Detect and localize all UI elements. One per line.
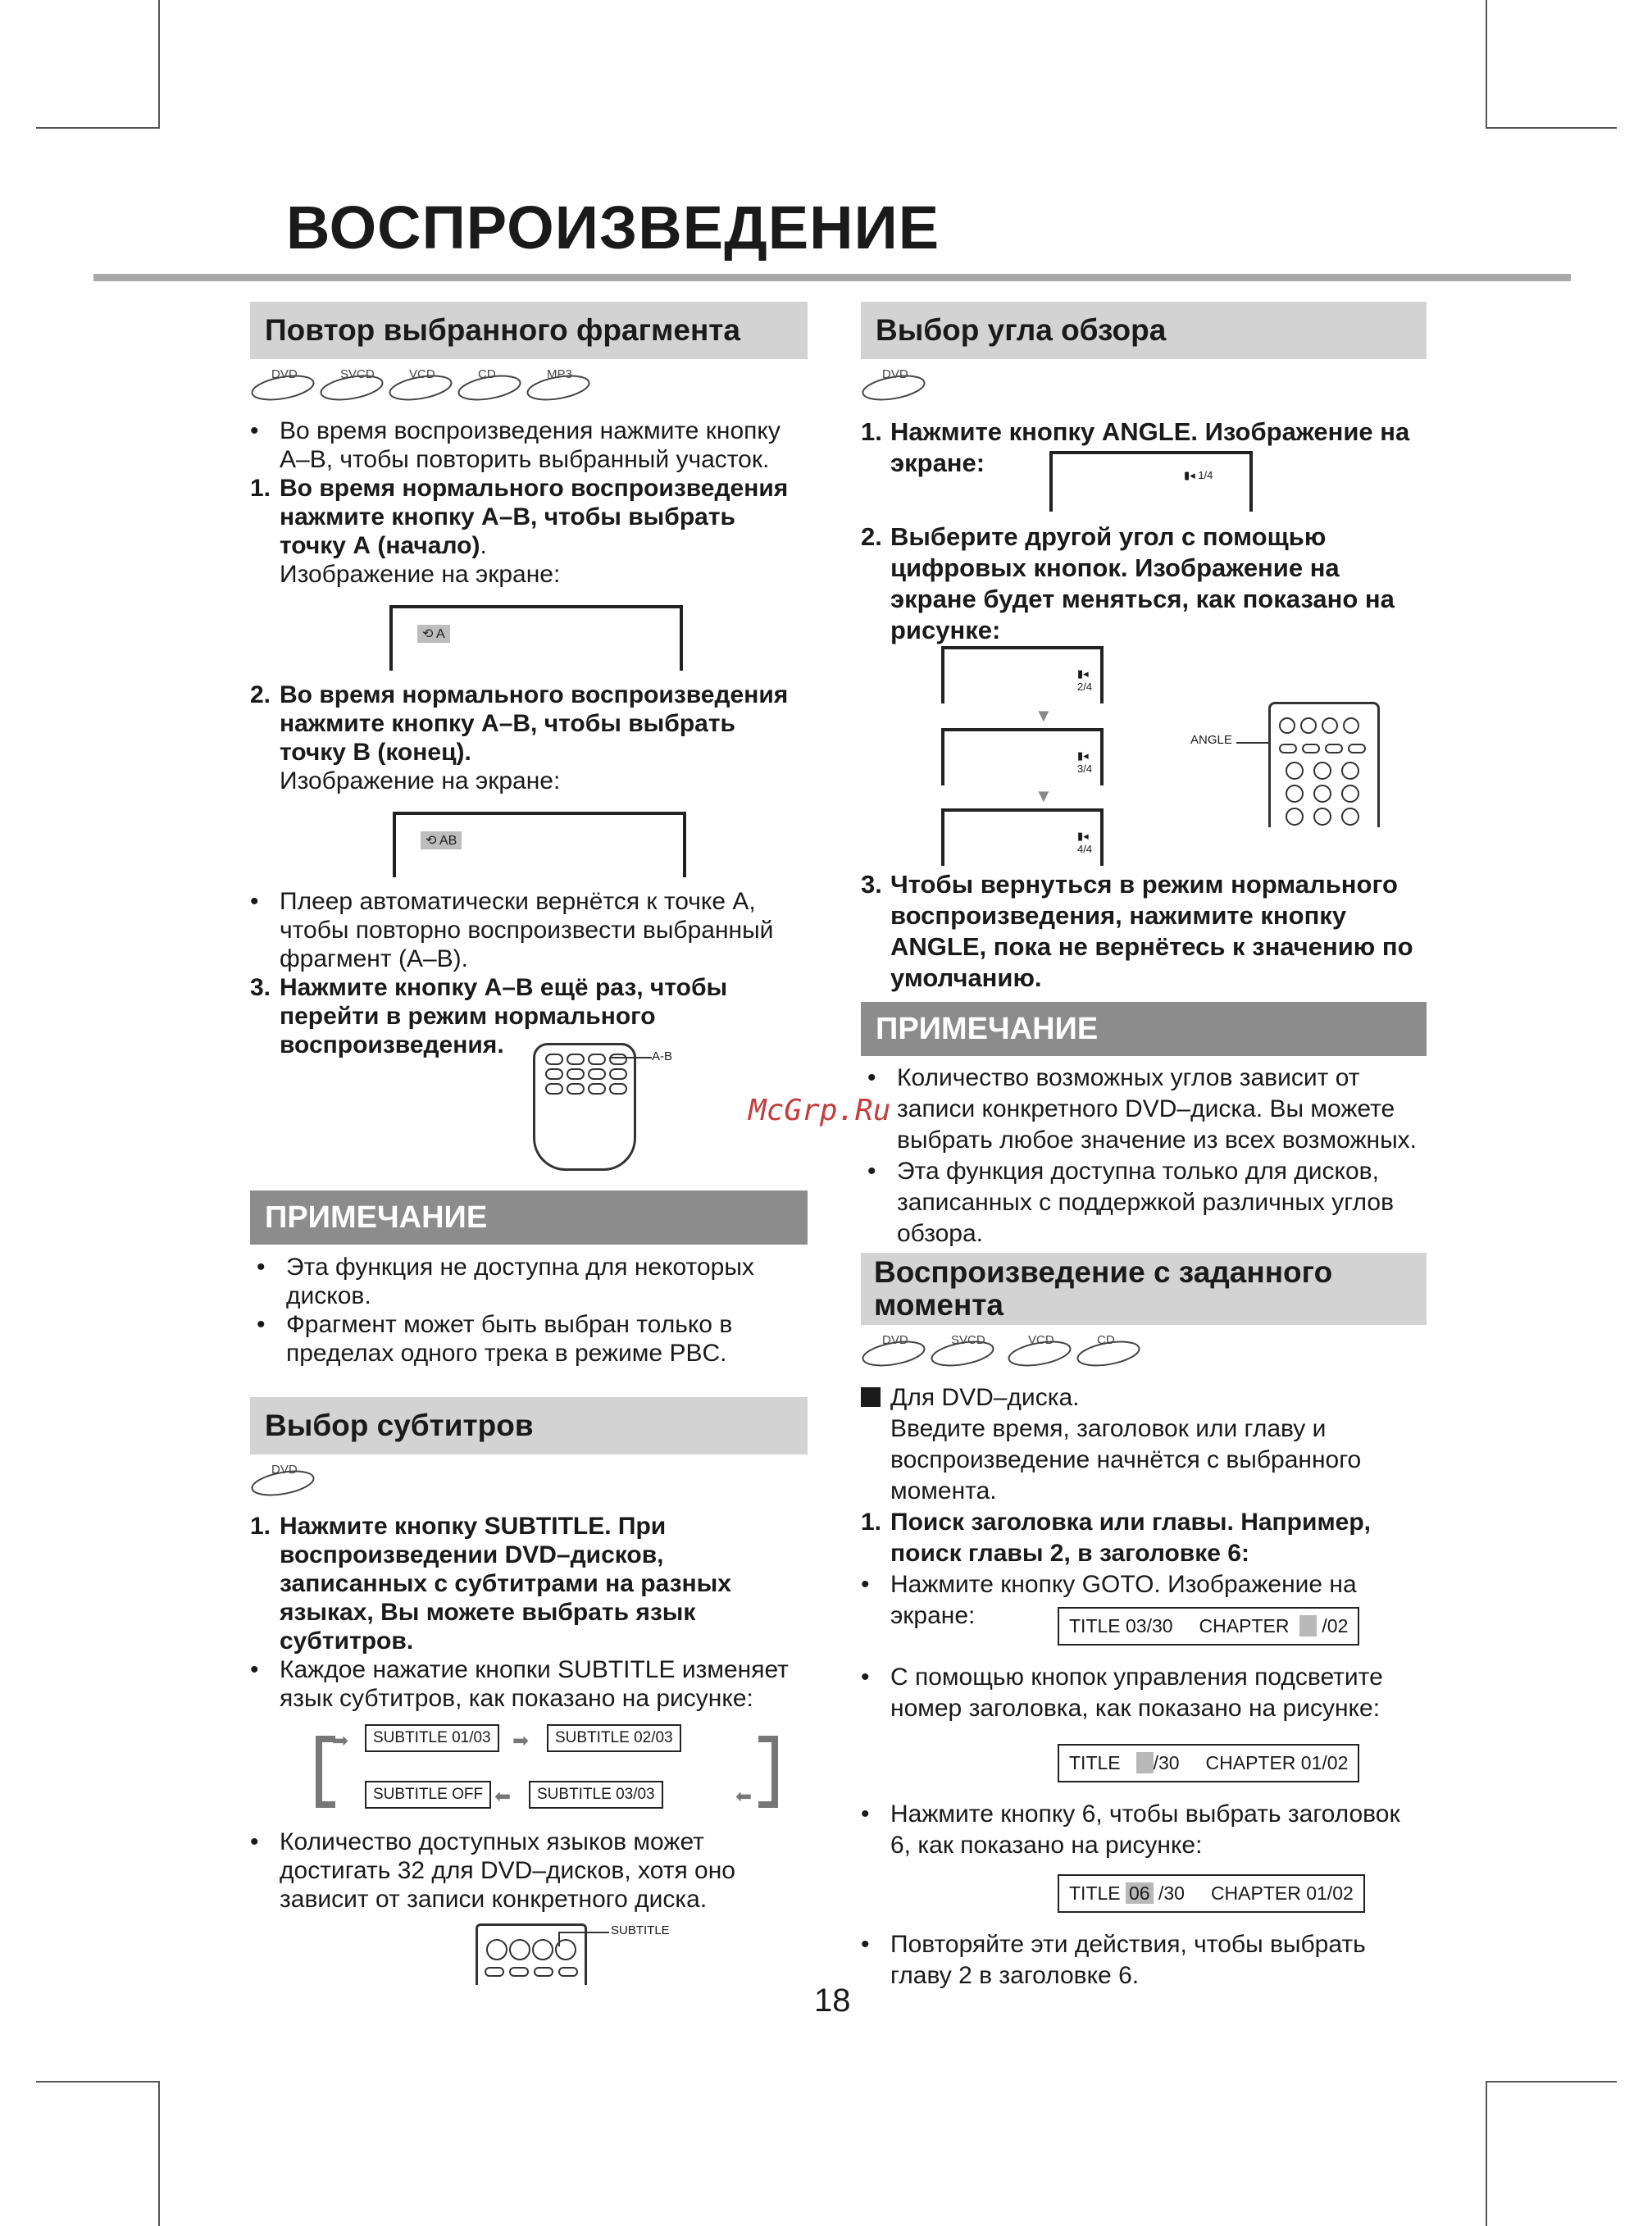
camera-icon: ▮◂ bbox=[1184, 469, 1195, 481]
disc-icon: CD bbox=[1076, 1333, 1141, 1366]
repeat-icon: ⟲ bbox=[426, 834, 437, 848]
page-title: ВОСПРОИЗВЕДЕНИЕ bbox=[286, 193, 940, 262]
crop-mark bbox=[1486, 0, 1487, 129]
arrow-left-icon: ⬅ bbox=[494, 1786, 512, 1808]
crop-mark bbox=[1486, 127, 1617, 129]
bullet-item: • Плеер автоматически вернётся к точке А, чтобы повторно воспроизвести выбранный фрагмент (А–В). bbox=[250, 888, 774, 972]
disc-type-icons bbox=[250, 362, 808, 412]
step-item: 3. Чтобы вернуться в режим нормального воспроизведения, нажимите кнопку ANGLE, пока не вернётесь к значению по умолчанию. bbox=[861, 870, 1413, 992]
remote-label-ab: A-B bbox=[652, 1049, 673, 1063]
cycle-bracket-right bbox=[758, 1736, 778, 1808]
disc-icon: SVCD bbox=[319, 367, 385, 400]
step-item: 3. Нажмите кнопку А–В ещё раз, чтобы перейти в режим нормального воспроизведения. bbox=[250, 974, 728, 1058]
step-item: 2. Выберите другой угол с помощью цифровых кнопок. Изображение на экране будет меняться, как показано на рисунке: bbox=[861, 522, 1395, 644]
note-list bbox=[250, 1245, 808, 1368]
right-column bbox=[861, 302, 1427, 1992]
osd-screen-ab bbox=[393, 812, 686, 877]
arrow-down-icon: ▼ bbox=[1035, 785, 1053, 806]
disc-icon: DVD bbox=[250, 367, 316, 400]
page-number: 18 bbox=[814, 1982, 851, 2019]
disc-icon: VCD bbox=[1007, 1333, 1072, 1366]
disc-icon: DVD bbox=[861, 1333, 926, 1366]
bullet-item: • Повторяйте эти действия, чтобы выбрать главу 2 в заголовке 6. bbox=[861, 1931, 1366, 1989]
square-bullet-icon bbox=[861, 1387, 881, 1407]
remote-figure-subtitle bbox=[250, 1914, 808, 1987]
goto-info-bar: TITLE 06 /30 CHAPTER 01/02 bbox=[1058, 1874, 1365, 1913]
arrow-right-icon: ➡ bbox=[512, 1730, 530, 1752]
bullet-item: • Нажмите кнопку 6, чтобы выбрать заголовок 6, как показано на рисунке: bbox=[861, 1800, 1400, 1859]
bullet-item: • Во время воспроизведения нажмите кнопку А–В, чтобы повторить выбранный участок. bbox=[250, 417, 780, 473]
angle-sequence-figure bbox=[861, 646, 1427, 869]
subtitle-state: SUBTITLE 02/03 bbox=[547, 1724, 681, 1752]
section-heading-goto: Воспроизведение с заданного момента bbox=[861, 1253, 1427, 1325]
disc-icon: SVCD bbox=[930, 1333, 995, 1366]
section-heading-ab-repeat: Повтор выбранного фрагмента bbox=[250, 302, 808, 359]
subtitle-state: SUBTITLE OFF bbox=[365, 1781, 491, 1809]
arrow-left-icon: ⬅ bbox=[735, 1786, 753, 1808]
arrow-right-icon: ➡ bbox=[332, 1730, 349, 1752]
highlight-field bbox=[1136, 1752, 1154, 1773]
section-heading-angle: Выбор угла обзора bbox=[861, 302, 1427, 359]
dvd-note: Для DVD–диска. Введите время, заголовок или главу и воспроизведение начнётся с выбранного момента. bbox=[861, 1382, 1427, 1507]
remote-control-icon bbox=[533, 1043, 636, 1171]
disc-icon: CD bbox=[457, 367, 522, 400]
remote-figure-ab bbox=[250, 1049, 808, 1166]
crop-mark bbox=[36, 127, 159, 129]
angle-osd: ▮◂ 4/4 bbox=[1077, 830, 1093, 855]
step-item: 1. Во время нормального воспроизведения нажмите кнопку А–В, чтобы выбрать точку А (начало). Изображение на экране: bbox=[250, 475, 789, 588]
camera-icon: ▮◂ bbox=[1077, 667, 1089, 680]
disc-icon: VCD bbox=[388, 367, 453, 400]
crop-mark bbox=[158, 0, 160, 129]
bullet-item: • Нажмите кнопку GOTO. Изображение на экране: bbox=[861, 1571, 1357, 1629]
step-item: 2. Во время нормального воспроизведения нажмите кнопку А–В, чтобы выбрать точку В (конец). Изображение на экране: bbox=[250, 681, 789, 794]
osd-screen-angle bbox=[1049, 451, 1253, 512]
goto-bar-wrap bbox=[1058, 1744, 1427, 1782]
note-item: • Количество возможных углов зависит от записи конкретного DVD–диска. Вы можете выбрать любое значение из всех возможных. bbox=[867, 1064, 1418, 1154]
bullet-item: • Каждое нажатие кнопки SUBTITLE изменяет язык субтитров, как показано на рисунке: bbox=[250, 1656, 789, 1712]
remote-control-icon bbox=[1268, 702, 1380, 827]
title-divider bbox=[93, 274, 1571, 281]
crop-mark bbox=[158, 2081, 160, 2226]
osd-screen-angle-seq bbox=[941, 728, 1104, 785]
osd-screen-angle-seq bbox=[941, 808, 1104, 866]
section-heading-subtitles: Выбор субтитров bbox=[250, 1397, 808, 1454]
repeat-icon: ⟲ bbox=[422, 627, 434, 641]
goto-info-bar: TITLE 03/30 CHAPTER /02 bbox=[1058, 1607, 1359, 1646]
crop-mark bbox=[36, 2081, 159, 2083]
goto-bar-wrap bbox=[1058, 1874, 1427, 1913]
left-column bbox=[250, 302, 808, 1987]
highlight-field bbox=[1299, 1615, 1317, 1636]
step-item: 1. Поиск заголовка или главы. Например, поиск главы 2, в заголовке 6: bbox=[861, 1509, 1371, 1567]
crop-mark bbox=[1486, 2081, 1617, 2083]
step-item: 1. Нажмите кнопку SUBTITLE. При воспроизведении DVD–дисков, записанных с субтитрами на разных языках, Вы можете выбрать язык субтитров. bbox=[250, 1513, 731, 1655]
remote-label-angle: ANGLE bbox=[1190, 733, 1232, 747]
note-item: • Эта функция не доступна для некоторых дисков. bbox=[257, 1254, 754, 1309]
highlight-field: 06 bbox=[1126, 1882, 1154, 1904]
crop-mark bbox=[1486, 2081, 1487, 2226]
note-item: • Эта функция доступна только для дисков, записанных с поддержкой различных углов обзора. bbox=[867, 1158, 1395, 1247]
angle-osd: ▮◂ 3/4 bbox=[1077, 749, 1093, 775]
goto-info-bar: TITLE /30 CHAPTER 01/02 bbox=[1058, 1744, 1359, 1782]
camera-icon: ▮◂ bbox=[1077, 830, 1089, 842]
angle-osd: ▮◂ 1/4 bbox=[1184, 469, 1213, 481]
subtitle-state: SUBTITLE 03/03 bbox=[529, 1781, 663, 1809]
disc-icon: DVD bbox=[861, 367, 926, 400]
step-item: 1. Нажмите кнопку ANGLE. Изображение на экране: bbox=[861, 417, 1410, 477]
angle-osd: ▮◂ 2/4 bbox=[1077, 667, 1093, 693]
disc-type-icons bbox=[861, 362, 1427, 412]
disc-type-icons bbox=[861, 1328, 1427, 1377]
osd-screen-angle-seq bbox=[941, 646, 1104, 703]
camera-icon: ▮◂ bbox=[1077, 749, 1089, 762]
remote-label-subtitle: SUBTITLE bbox=[611, 1923, 670, 1937]
subtitle-state: SUBTITLE 01/03 bbox=[365, 1724, 499, 1752]
osd-screen-a bbox=[389, 605, 683, 671]
disc-icon: MP3 bbox=[526, 367, 591, 400]
watermark: McGrp.Ru bbox=[749, 1094, 891, 1127]
note-heading: ПРИМЕЧАНИЕ bbox=[250, 1190, 808, 1245]
bullet-item: • С помощью кнопок управления подсветите номер заголовка, как показано на рисунке: bbox=[861, 1664, 1383, 1722]
note-heading: ПРИМЕЧАНИЕ bbox=[861, 1002, 1427, 1056]
osd-repeat-indicator: ⟲ A bbox=[417, 625, 450, 643]
disc-type-icons bbox=[250, 1458, 808, 1507]
osd-repeat-indicator: ⟲ AB bbox=[421, 831, 462, 849]
arrow-down-icon: ▼ bbox=[1035, 705, 1053, 726]
subtitle-cycle-diagram bbox=[250, 1719, 808, 1809]
bullet-item: • Количество доступных языков может достигать 32 для DVD–дисков, хотя оно зависит от записи конкретного диска. bbox=[250, 1828, 735, 1913]
note-item: • Фрагмент может быть выбран только в пределах одного трека в режиме PBC. bbox=[257, 1311, 733, 1367]
disc-icon: DVD bbox=[250, 1463, 316, 1495]
note-list bbox=[861, 1056, 1427, 1250]
